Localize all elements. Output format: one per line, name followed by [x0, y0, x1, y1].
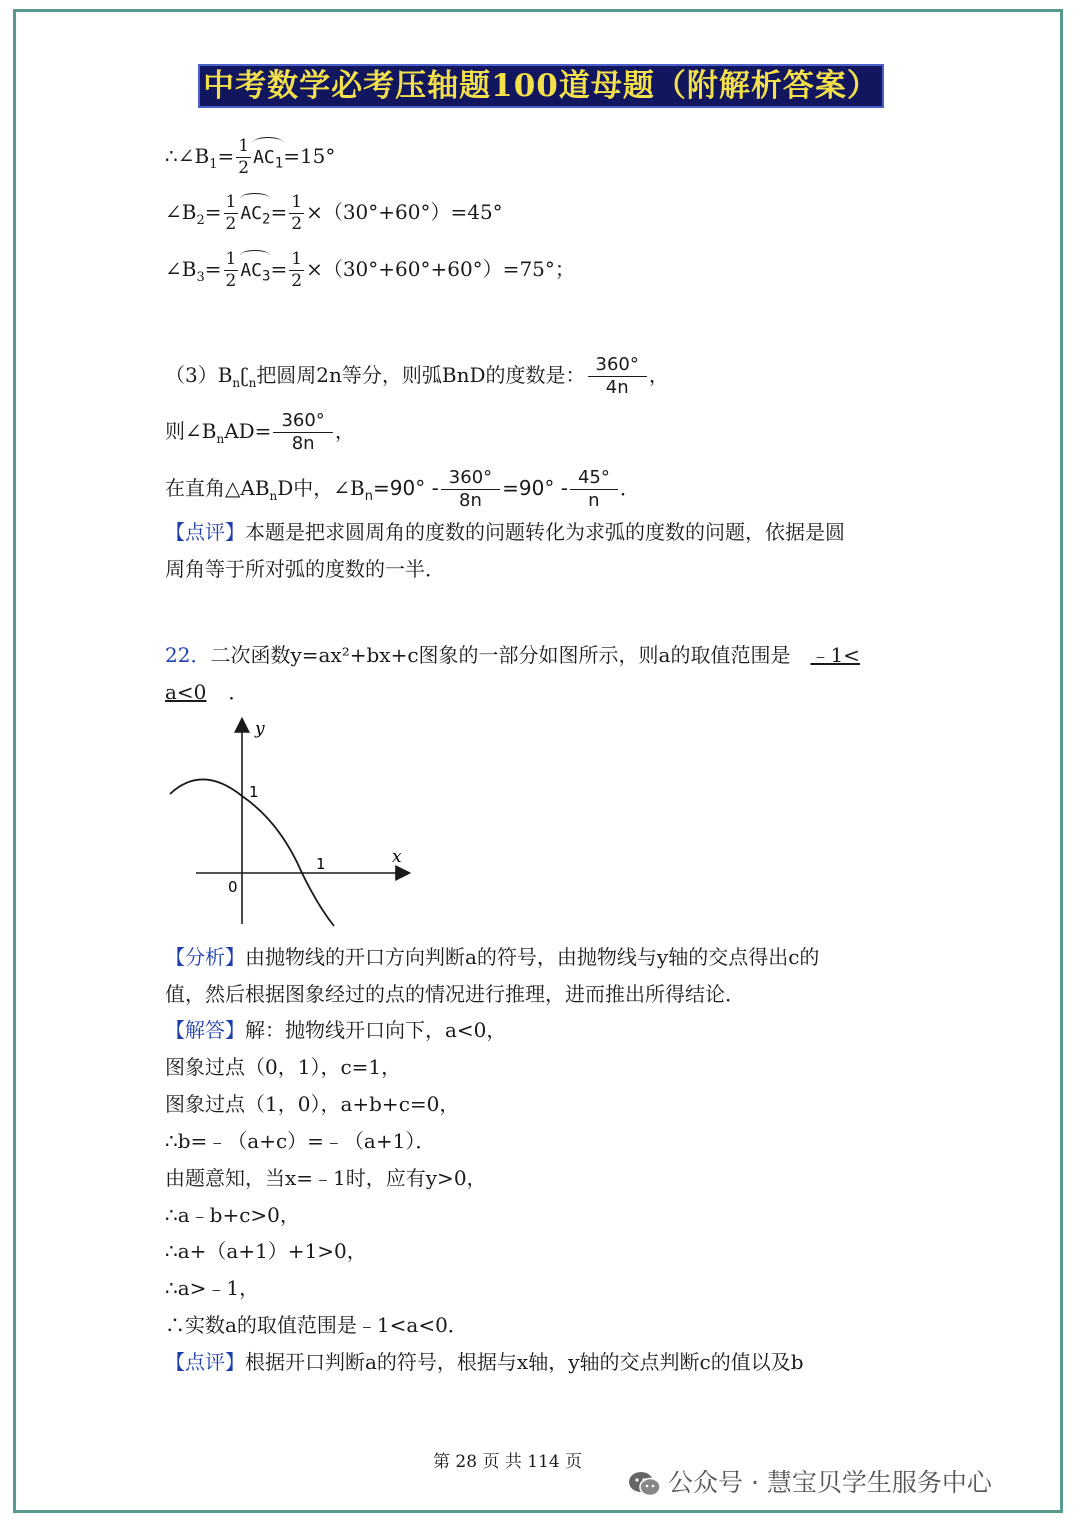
- question-22-answer: a<0 ．: [165, 680, 249, 704]
- origin-label: 0: [228, 878, 238, 896]
- part3-line2: 则$\angle B_nAD=$ $\frac{360^\circ}{8n}$ ，: [165, 410, 355, 454]
- question-22: 22．二次函数y=ax²+bx+c图象的一部分如图所示，则a的取值范围是 ﹣1<: [165, 643, 860, 667]
- answer-line-6: ∴a+（a+1）+1>0，: [165, 1239, 367, 1263]
- part3-line1: $(3)B_nʗ_n$把圆周2n等分，则弧BnD的度数是： $\frac{360^\circ}{4n}$ ，: [165, 354, 669, 398]
- wechat-icon: [628, 1470, 662, 1498]
- comment-tag: 【点评】: [165, 520, 245, 544]
- comment2-line1: 【点评】根据开口判断a的符号，根据与x轴，y轴的交点判断c的值以及b: [165, 1350, 804, 1374]
- parabola-graph: [160, 712, 420, 932]
- y-tick-label: 1: [249, 783, 259, 801]
- answer-line-0: 【解答】解：抛物线开口向下，a<0，: [165, 1018, 507, 1042]
- comment2-tag: 【点评】: [165, 1350, 245, 1374]
- proof-line-b3: $\angle B_3=$ $\frac{1}{2}$ $AC_3=$ $\frac{1}{2}$ ×（30°+60°+60°）=75°；: [165, 249, 575, 291]
- part3-line3: 在直角$\triangle AB_nD$中，$\angle B_n=90^\circ$ - $\frac{360^\circ}{8n}$ =90° - $\frac{45^\circ}{n}$ ．: [165, 467, 640, 511]
- answer-line-8: ∴实数a的取值范围是﹣1<a<0．: [165, 1313, 468, 1337]
- page-title: 中考数学必考压轴题100道母题（附解析答案）: [198, 64, 884, 108]
- analysis-line1: 【分析】由抛物线的开口方向判断a的符号，由抛物线与y轴的交点得出c的: [165, 945, 820, 969]
- answer-line-7: ∴a>﹣1，: [165, 1276, 260, 1300]
- answer-line-2: 图象过点（1，0），a+b+c=0，: [165, 1092, 460, 1116]
- answer-line-1: 图象过点（0，1），c=1，: [165, 1055, 402, 1079]
- watermark: 公众号 · 慧宝贝学生服务中心: [628, 1463, 992, 1499]
- answer-line-3: ∴b=﹣（a+c）=﹣（a+1）．: [165, 1129, 436, 1153]
- analysis-tag: 【分析】: [165, 945, 245, 969]
- answer-line-4: 由题意知，当x=﹣1时，应有y>0，: [165, 1166, 487, 1190]
- proof-line-b2: $\angle B_2=$ $\frac{1}{2}$ $AC_2=$ $\frac{1}{2}$ ×（30°+60°）=45°: [165, 192, 503, 234]
- proof-line-b1: $\therefore\angle B_1=$ $\frac{1}{2}$ $AC_1=15^\circ$: [165, 136, 336, 178]
- x-tick-label: 1: [316, 855, 326, 873]
- parabola-curve: [170, 779, 334, 926]
- x-axis-label: x: [392, 847, 402, 867]
- comment1-line2: 周角等于所对弧的度数的一半．: [165, 557, 445, 581]
- page-footer: 第 28 页 共 114 页: [433, 1452, 583, 1472]
- comment1-line1: 【点评】本题是把求圆周角的度数的问题转化为求弧的度数的问题，依据是圆: [165, 520, 845, 544]
- answer-line-5: ∴a﹣b+c>0，: [165, 1203, 300, 1227]
- analysis-line2: 值，然后根据图象经过的点的情况进行推理，进而推出所得结论．: [165, 982, 745, 1006]
- answer-tag: 【解答】: [165, 1018, 245, 1042]
- y-axis-label: y: [255, 719, 265, 739]
